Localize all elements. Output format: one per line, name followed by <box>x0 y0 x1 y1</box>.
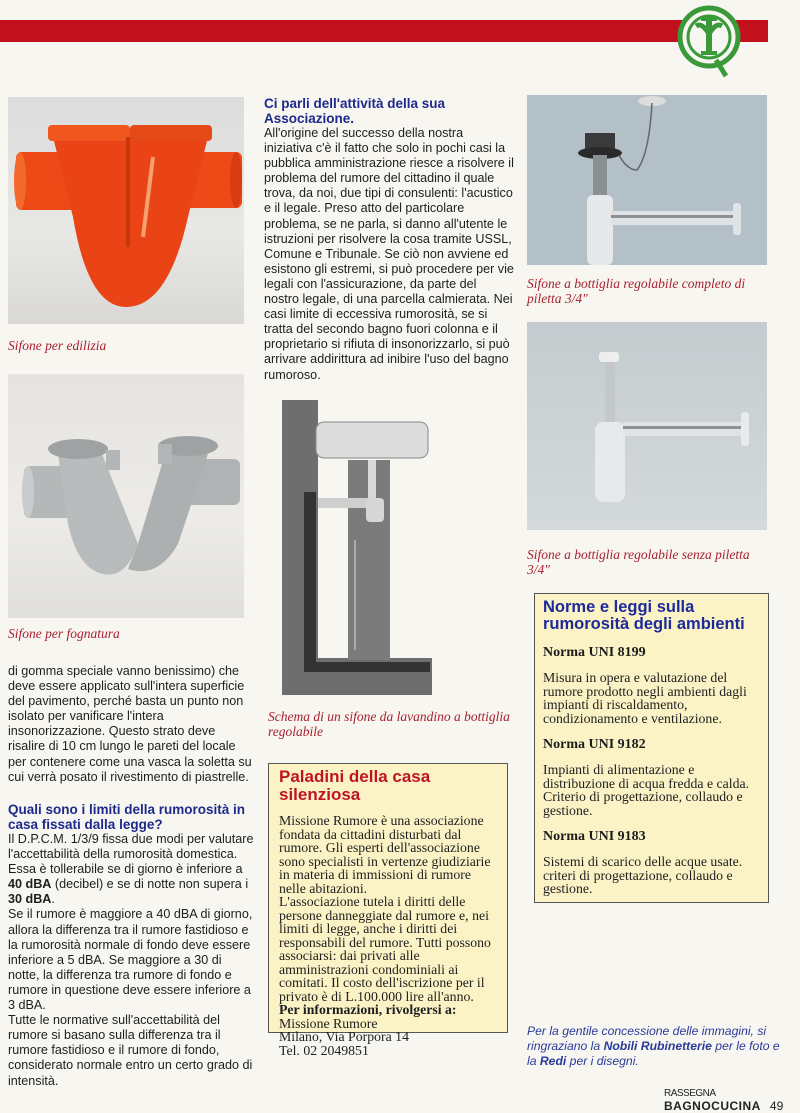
text-fragment: . <box>51 892 55 907</box>
photo-sifone-edilizia <box>8 97 244 324</box>
question-heading-association: Ci parli dell'attività della sua Associazione. <box>264 96 446 126</box>
caption-schema: Schema di un sifone da lavandino a bottiglia regolabile <box>268 709 510 739</box>
text-fragment: Il D.P.C.M. 1/3/9 fissa due modi per valutare l'accettabilità della rumorosità domestica. Essa è tollerabile se di giorno è inferiore a <box>8 832 254 877</box>
text-fragment: Per la gentile concessione delle immagini, si ringraziano la <box>527 1024 767 1053</box>
box-paladini-contact-label: Per informazioni, rivolgersi a: <box>279 1002 457 1017</box>
footer-magazine-name: BAGNOCUCINA <box>664 1099 761 1113</box>
box-paladini-contact-phone: Tel. 02 2049851 <box>279 1042 369 1058</box>
text-fragment: per i disegni. <box>566 1054 639 1068</box>
value-30-dba: 30 dBA <box>8 892 52 907</box>
box-paladini-p2: L'associazione tutela i diritti delle persone danneggiate dal rumore e, nei limiti di legge, anche i diritti dei responsabili del rumore. Tutti possono associarsi: dai privati alle amministrazioni condominiali ai comitati. Il costo dell'iscrizione per il privato è di L.100.000 lire all'anno. <box>279 894 491 1004</box>
norm-name: Norma UNI 9183 <box>543 829 646 844</box>
box-paladini-contact-name: Missione Rumore <box>279 1015 378 1031</box>
box-paladini-p1: Missione Rumore è una associazione fondata da cittadini disturbati dal rumore. Gli esperti dell'associazione sono specialisti in vertenze giudiziarie in materia di immissioni di rumore nelle abitazioni. <box>279 813 491 896</box>
header-red-bar <box>0 20 768 42</box>
box-norme-title: Norme e leggi sulla rumorosità degli ambienti <box>543 598 745 633</box>
box-norme <box>534 593 769 903</box>
norm-name: Norma UNI 8199 <box>543 645 646 660</box>
diagram-sink-siphon <box>282 400 432 695</box>
page-footer <box>664 1087 800 1113</box>
value-40-dba: 40 dBA <box>8 877 52 892</box>
paragraph-association: All'origine del successo della nostra iniziativa c'è il fatto che solo in pochi casi la pubblica amministrazione riesce a risolvere il problema del rumore del cittadino il quale trova, da noi, due tipi di consulenti: l'acustico e il legale. Preso atto del particolare problema, se ne parla, si danno all'utente le istruzioni per risolvere la cosa tramite USSL, Comune e Tribunale. Se ciò non avviene ed esistono gli estremi, si può procedere per vie legali con l'assicurazione, da parte del nostro legale, di una parcella calmierata. Nei casi limite di eccessiva rumorosità, se si tratta del secondo bagno fuori colonna e il proprietario si rifiuta di insonorizzarlo, si può arrivare addirittura ad inibire l'uso del bagno rumoroso. <box>264 126 514 382</box>
norm-text: Sistemi di scarico delle acque usate. criteri di progettazione, collaudo e gestione. <box>543 854 743 896</box>
caption-sifone-edilizia: Sifone per edilizia <box>8 338 107 353</box>
article-left-continuation: di gomma speciale vanno benissimo) che deve essere applicato sull'intera superficie del pavimento, perché basta un punto non isolato per vanificare l'intera insonorizzazione. Questo strato deve risalire di 10 cm lungo le pareti del locale per contenere come una vasca la soletta su cui verrà posato il rivestimento di piastrelle. <box>8 664 252 784</box>
caption-sifone-senza: Sifone a bottiglia regolabile senza piletta 3/4" <box>527 547 750 577</box>
photo-sifone-senza <box>527 322 767 530</box>
norm-text: Misura in opera e valutazione del rumore prodotto negli ambienti dagli impianti di riscaldamento, condizionamento e ventilazione. <box>543 670 747 726</box>
question-heading-limits: Quali sono i limiti della rumorosità in casa fissati dalla legge? <box>8 802 246 832</box>
photo-sifone-fognatura <box>8 374 244 618</box>
footer-magazine-prefix: RASSEGNA <box>664 1088 716 1099</box>
credit-redi: Redi <box>539 1054 567 1068</box>
imq-logo-icon <box>676 4 742 82</box>
text-fragment: per le foto e la <box>527 1039 780 1068</box>
photo-sifone-completo <box>527 95 767 265</box>
credit-nobili: Nobili Rubinetterie <box>603 1039 712 1053</box>
paragraph-normative: Tutte le normative sull'accettabilità del rumore si basano sulla differenza tra il rumore fastidioso e il rumore di fondo, considerato normale entro un certo grado di intensità. <box>8 1013 253 1088</box>
box-paladini-title: Paladini della casa silenziosa <box>279 767 431 804</box>
norm-name: Norma UNI 9182 <box>543 737 646 752</box>
paragraph-dpcm <box>8 832 256 907</box>
page-number: 49 <box>769 1099 784 1113</box>
paragraph-differenza: Se il rumore è maggiore a 40 dBA di giorno, allora la differenza tra il rumore fastidioso e la rumorosità normale di fondo deve essere inferiore a 5 dBA. Se maggiore a 30 di notte, la differenza tra rumore di fondo e rumore in questione deve essere inferiore a 3 dBA. <box>8 907 253 1013</box>
norm-text: Impianti di alimentazione e distribuzione di acqua fredda e calda. Criterio di progettazione, collaudo e gestione. <box>543 762 750 818</box>
text-fragment: (decibel) e se di notte non supera i <box>51 877 249 892</box>
image-credits <box>527 1024 782 1069</box>
caption-sifone-completo: Sifone a bottiglia regolabile completo di piletta 3/4" <box>527 276 746 306</box>
box-paladini <box>268 763 508 1058</box>
box-paladini-contact-address: Milano, Via Porpora 14 <box>279 1029 409 1044</box>
caption-sifone-fognatura: Sifone per fognatura <box>8 626 120 641</box>
